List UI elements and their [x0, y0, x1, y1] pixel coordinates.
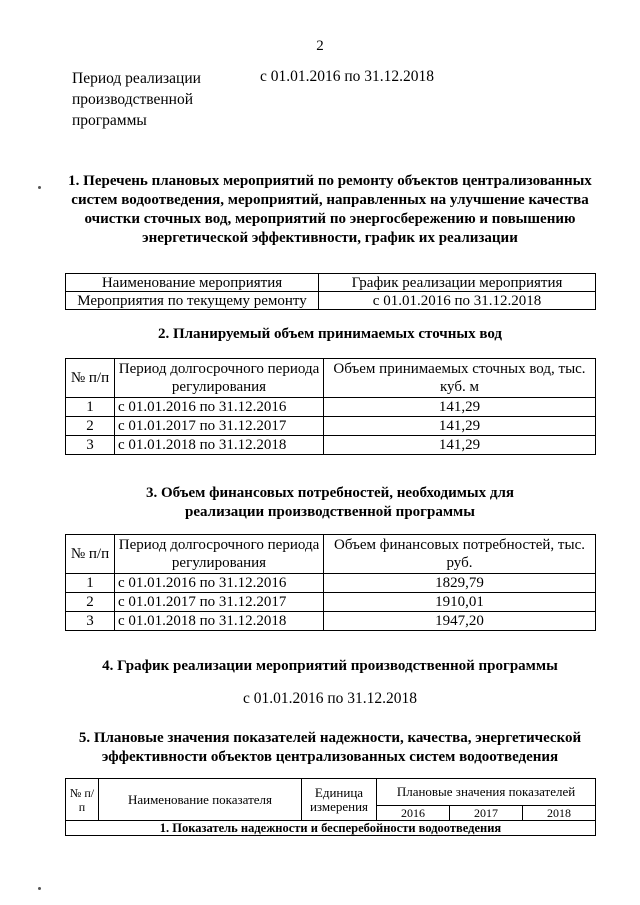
year-2018: 2018 [522, 806, 595, 821]
column-header-volume: Объем принимаемых сточных вод, тыс. куб. м [324, 359, 596, 398]
row-number: 1 [66, 574, 115, 593]
table-row [66, 612, 596, 631]
row-period: с 01.01.2016 по 31.12.2016 [115, 574, 324, 593]
column-header-amount: Объем финансовых потребностей, тыс. руб. [324, 535, 596, 574]
table-row [66, 417, 596, 436]
measure-schedule: с 01.01.2016 по 31.12.2018 [319, 292, 596, 310]
table-row [66, 292, 596, 310]
table-row [66, 593, 596, 612]
indicators-table [65, 778, 596, 836]
row-period: с 01.01.2017 по 31.12.2017 [115, 593, 324, 612]
scan-speck [38, 186, 41, 189]
column-header-number: № п/п [66, 535, 115, 574]
section-3-title: 3. Объем финансовых потребностей, необходимых для реализации производственной программы [145, 485, 515, 520]
section-1-title: 1. Перечень плановых мероприятий по ремонту объектов централизованных систем водоотведения, мероприятий, направленных на улучшение качества очистки сточных вод, мероприятий по энергосбережению и повышению энергетической эффективности, график их реализации [68, 173, 592, 246]
row-number: 3 [66, 436, 115, 455]
row-number: 2 [66, 593, 115, 612]
column-header-period: Период долгосрочного периода регулирования [115, 359, 324, 398]
row-value: 141,29 [324, 398, 596, 417]
reliability-subheading: 1. Показатель надежности и бесперебойности водоотведения [66, 821, 596, 836]
column-header-unit: Единица измерения [302, 779, 377, 821]
row-period: с 01.01.2017 по 31.12.2017 [115, 417, 324, 436]
table-subheading-row [66, 821, 596, 836]
year-2016: 2016 [377, 806, 450, 821]
table-header-row [66, 779, 596, 806]
page-number: 2 [316, 38, 324, 54]
table-row [66, 398, 596, 417]
column-header-schedule: График реализации мероприятия [319, 274, 596, 292]
table-header-row [66, 274, 596, 292]
row-number: 2 [66, 417, 115, 436]
column-header-planned-values: Плановые значения показателей [377, 779, 596, 806]
row-number: 1 [66, 398, 115, 417]
column-header-indicator-name: Наименование показателя [99, 779, 302, 821]
financial-needs-table [65, 534, 596, 631]
row-period: с 01.01.2018 по 31.12.2018 [115, 612, 324, 631]
column-header-period: Период долгосрочного периода регулирования [115, 535, 324, 574]
column-header-number: № п/п [66, 359, 115, 398]
row-value: 1947,20 [324, 612, 596, 631]
row-period: с 01.01.2016 по 31.12.2016 [115, 398, 324, 417]
section-4-range: с 01.01.2016 по 31.12.2018 [242, 690, 418, 707]
table-header-row [66, 535, 596, 574]
row-number: 3 [66, 612, 115, 631]
column-header-number: № п/п [66, 779, 99, 821]
row-period: с 01.01.2018 по 31.12.2018 [115, 436, 324, 455]
measure-name: Мероприятия по текущему ремонту [66, 292, 319, 310]
table-header-row [66, 359, 596, 398]
program-period-value: с 01.01.2016 по 31.12.2018 [260, 68, 435, 85]
table-row [66, 436, 596, 455]
row-value: 141,29 [324, 417, 596, 436]
table-row [66, 574, 596, 593]
repair-measures-table [65, 273, 596, 310]
section-2-title: 2. Планируемый объем принимаемых сточных вод [157, 326, 503, 342]
section-4-title: 4. График реализации мероприятий производственной программы [102, 658, 558, 674]
scan-speck [38, 887, 41, 890]
program-period-label: Период реализации производственной программы [72, 70, 201, 129]
section-5-title: 5. Плановые значения показателей надежности, качества, энергетической эффективности объектов централизованных систем водоотведения [78, 730, 582, 765]
year-2017: 2017 [449, 806, 522, 821]
row-value: 1910,01 [324, 593, 596, 612]
wastewater-volume-table [65, 358, 596, 455]
row-value: 1829,79 [324, 574, 596, 593]
row-value: 141,29 [324, 436, 596, 455]
column-header-measure: Наименование мероприятия [66, 274, 319, 292]
